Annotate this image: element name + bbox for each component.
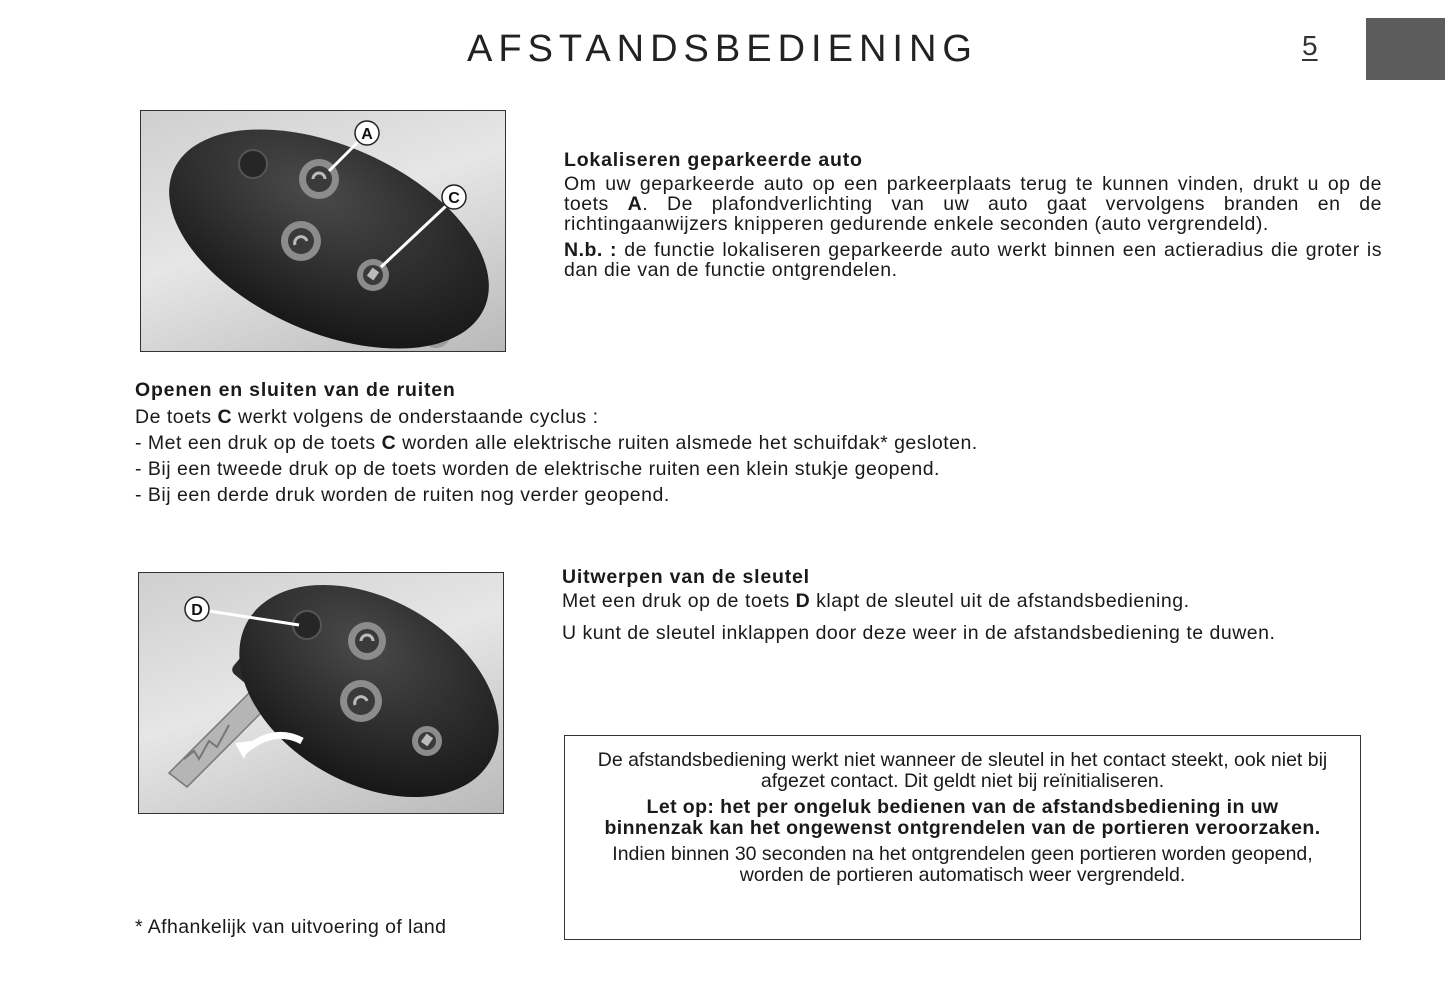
page-number: 5 (1302, 30, 1318, 61)
page-title: AFSTANDSBEDIENING (467, 28, 978, 70)
notice-text: De afstandsbediening werkt niet wanneer de sleutel in het contact steekt, ook niet bij afgezet contact. Dit geldt niet bij reïnitialiseren. (597, 749, 1328, 792)
section-eject-key (562, 567, 1362, 649)
button-c-icon (412, 726, 442, 756)
section-windows (135, 380, 1195, 508)
paragraph: Met een druk op de toets D klapt de sleutel uit de afstandsbediening. (562, 590, 1190, 612)
note-paragraph: N.b. : de functie lokaliseren geparkeerde auto werkt binnen een actieradius die groter is dan die van de functie ontgrendelen. (564, 239, 1382, 281)
button-d-icon (239, 150, 267, 178)
remote-photo-bottom (138, 572, 504, 814)
remote-photo-top (140, 110, 506, 352)
remote-key-illustration (139, 573, 503, 813)
section-heading: Lokaliseren geparkeerde auto (564, 149, 863, 171)
paragraph: Om uw geparkeerde auto op een parkeerplaats terug te kunnen vinden, drukt u op de toets A. De plafondverlichting van uw auto gaat vervolgens branden en de richtingaanwijzers knipperen gedurende enkele seconden (auto vergrendeld). (564, 173, 1382, 235)
section-locate-car (564, 150, 1382, 286)
chapter-tab (1366, 18, 1445, 80)
remote-fob-illustration (141, 111, 505, 351)
list-item: - Met een druk op de toets C worden alle elektrische ruiten alsmede het schuifdak* gesloten. (135, 432, 978, 454)
notice-text: Indien binnen 30 seconden na het ontgrendelen geen portieren worden geopend, worden de portieren automatisch weer vergrendeld. (612, 843, 1313, 886)
button-a-icon (348, 622, 386, 660)
notice-box (564, 735, 1361, 940)
list-item: - Bij een tweede druk op de toets worden de elektrische ruiten een klein stukje geopend. (135, 458, 940, 480)
callout-a: A (361, 126, 373, 143)
section-heading: Openen en sluiten van de ruiten (135, 379, 456, 401)
section-heading: Uitwerpen van de sleutel (562, 566, 810, 588)
warning-text: Let op: het per ongeluk bedienen van de afstandsbediening in uw binnenzak kan het ongewenst ontgrendelen van de portieren veroorzaken. (604, 796, 1321, 839)
callout-c: C (448, 190, 460, 207)
button-unlock-icon (281, 221, 321, 261)
paragraph: U kunt de sleutel inklappen door deze weer in de afstandsbediening te duwen. (562, 622, 1276, 644)
callout-d: D (191, 602, 203, 619)
fob-body (141, 111, 505, 351)
button-unlock-icon (340, 680, 382, 722)
list-item: - Bij een derde druk worden de ruiten nog verder geopend. (135, 484, 670, 506)
paragraph: De toets C werkt volgens de onderstaande cyclus : (135, 406, 599, 428)
footnote: * Afhankelijk van uitvoering of land (135, 916, 447, 938)
